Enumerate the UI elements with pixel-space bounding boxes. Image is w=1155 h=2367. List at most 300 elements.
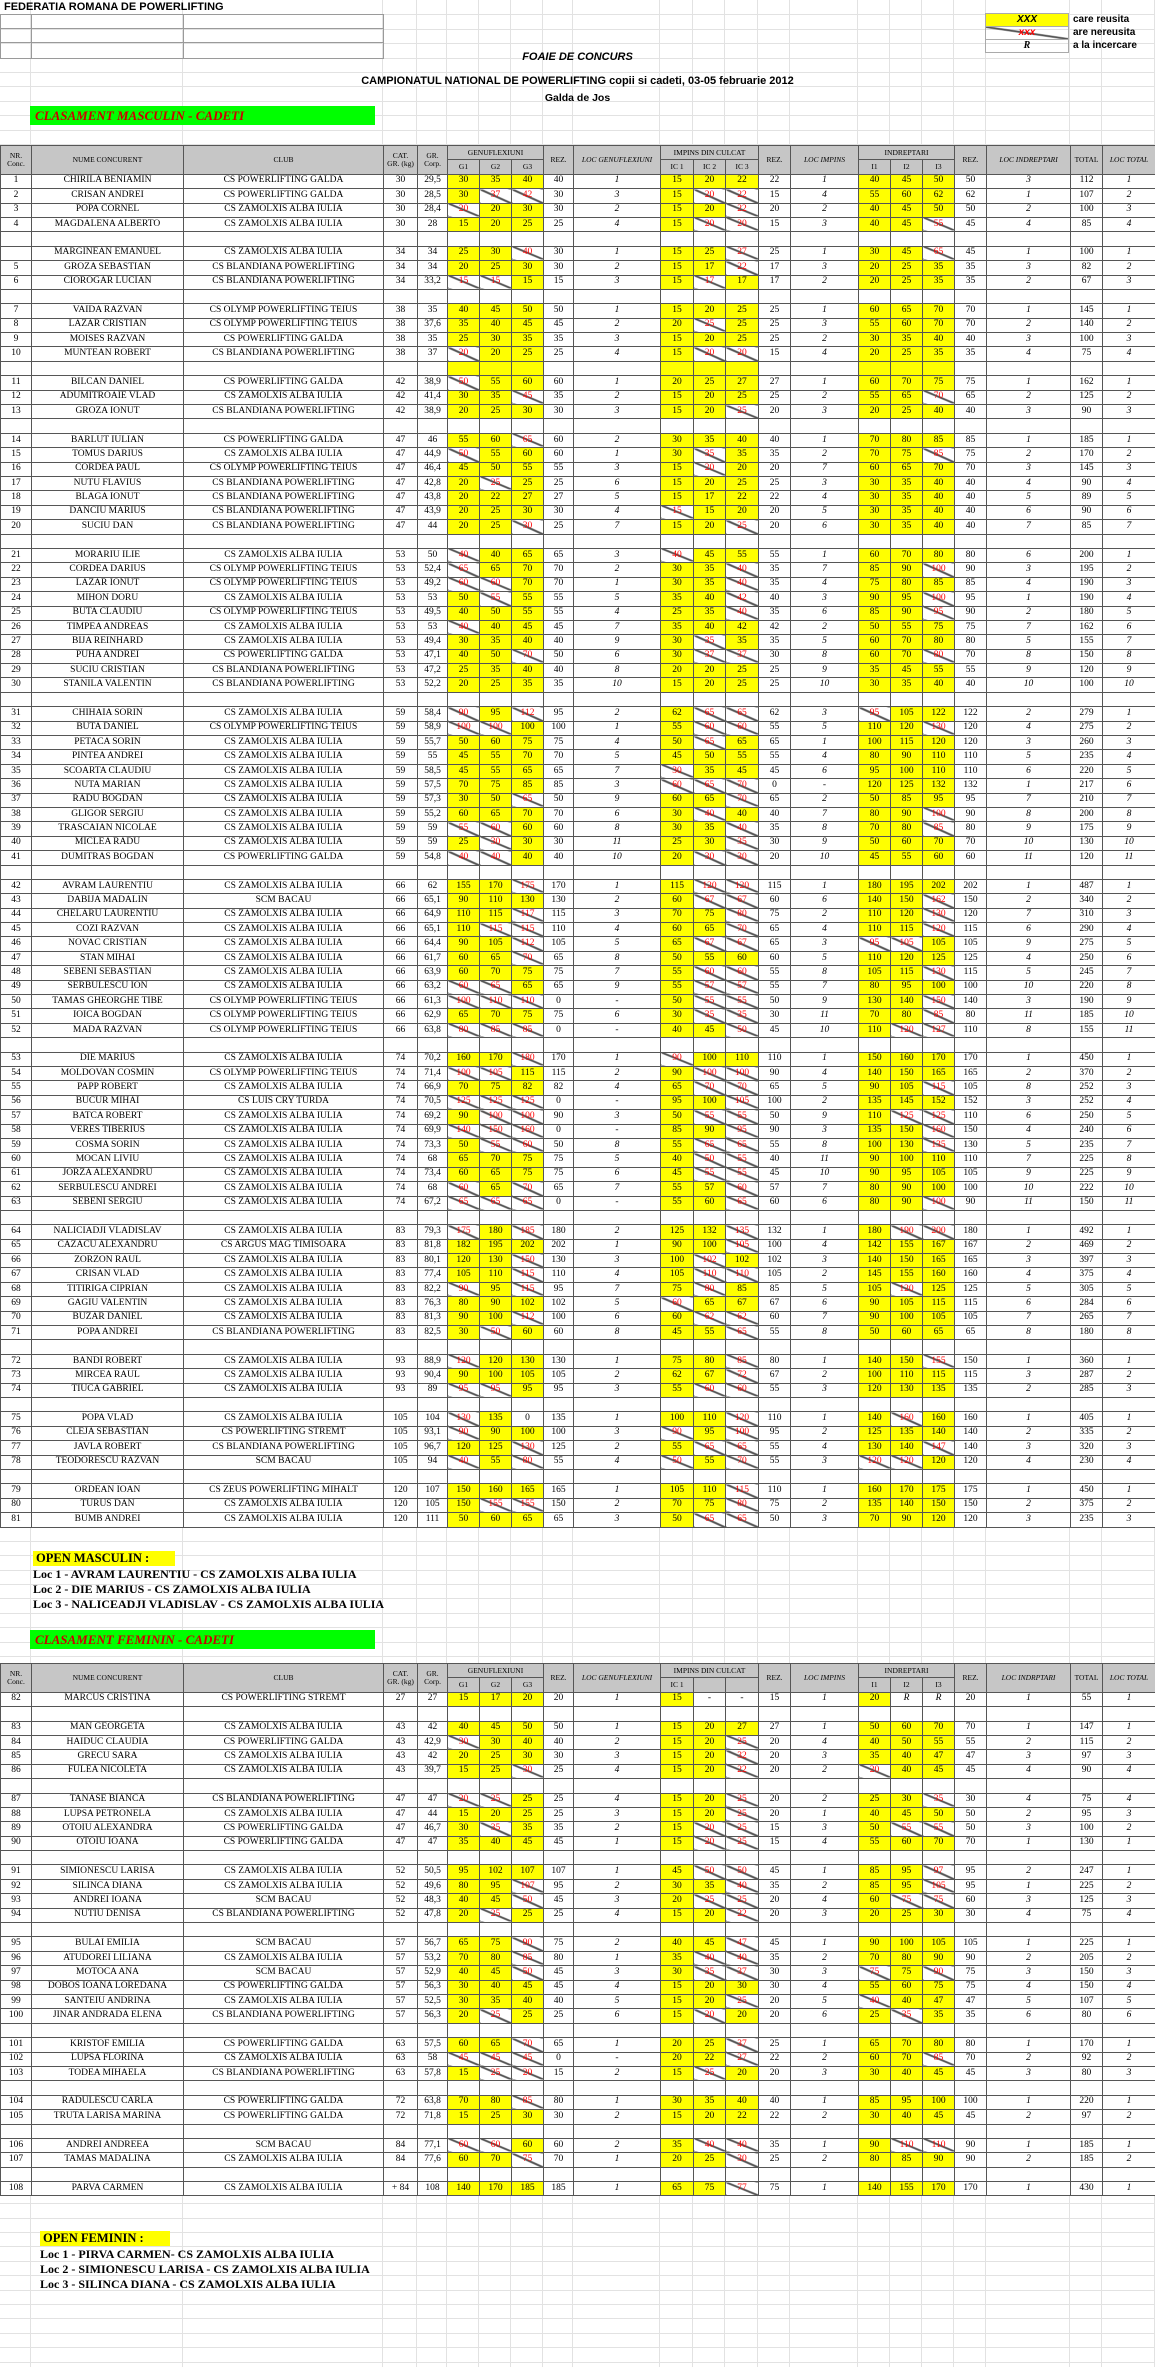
cell-empty: [1071, 1923, 1103, 1937]
cell-empty: [184, 692, 384, 706]
cell-empty: [480, 2081, 512, 2095]
cell-squat-result: 75: [544, 736, 574, 750]
cell-empty: [32, 692, 184, 706]
cell-bench-result: 25: [759, 333, 791, 347]
table-row: [1, 1937, 1155, 1951]
cell-deadlift-attempt: 115: [891, 923, 923, 937]
cell-deadlift-attempt: 120: [891, 908, 923, 922]
cell-bench-attempt: 22: [726, 261, 759, 275]
cell-empty: [726, 534, 759, 548]
cell-squat-result: 25: [544, 347, 574, 361]
cell-bench-attempt: 35: [694, 2095, 726, 2109]
cell-squat-attempt: 65: [512, 1196, 544, 1210]
cell-club: SCM BACAU: [184, 1966, 384, 1980]
cell-empty: [661, 361, 694, 375]
cell-bench-attempt: 50: [726, 1023, 759, 1037]
cell-club: CS POWERLIFTING STREMT: [184, 1692, 384, 1706]
cell-bodyweight: 44: [418, 1807, 448, 1821]
cell-category: 83: [384, 1225, 418, 1239]
cell-deadlift-attempt: 150: [859, 1052, 891, 1066]
cell-category: 38: [384, 304, 418, 318]
cell-total: 155: [1071, 635, 1103, 649]
cell-deadlift-place: 2: [987, 1735, 1071, 1749]
cell-squat-result: 65: [544, 1513, 574, 1527]
cell-deadlift-attempt: 85: [859, 606, 891, 620]
cell-deadlift-attempt: 60: [891, 1326, 923, 1340]
cell-bodyweight: 57,5: [418, 779, 448, 793]
cell-bench-attempt: 50: [694, 1153, 726, 1167]
cell-empty: [661, 1397, 694, 1411]
cell-name: BARLUT IULIAN: [32, 433, 184, 447]
table-row: [1, 2182, 1155, 2196]
cell-deadlift-place: 3: [987, 174, 1071, 188]
cell-empty: [791, 1340, 859, 1354]
cell-bench-attempt: 15: [661, 1692, 694, 1706]
cell-deadlift-place: 1: [987, 1721, 1071, 1735]
cell-squat-attempt: 15: [448, 2110, 480, 2124]
cell-deadlift-place: 3: [987, 995, 1071, 1009]
cell-bench-attempt: 55: [694, 951, 726, 965]
cell-deadlift-attempt: 45: [923, 1764, 955, 1778]
cell-bench-place: 2: [791, 793, 859, 807]
cell-deadlift-attempt: 75: [891, 1966, 923, 1980]
cell-bench-attempt: 30: [661, 433, 694, 447]
cell-deadlift-result: 45: [955, 2066, 987, 2080]
cell-empty: [891, 289, 923, 303]
cell-total-place: 3: [1103, 908, 1155, 922]
cell-deadlift-result: 60: [955, 1894, 987, 1908]
cell-empty: [574, 534, 661, 548]
cell-name: STAN MIHAI: [32, 951, 184, 965]
cell-deadlift-attempt: 35: [891, 2009, 923, 2023]
table-row: [1, 592, 1155, 606]
cell-category: 42: [384, 390, 418, 404]
cell-bench-attempt: 55: [694, 1110, 726, 1124]
cell-empty: [512, 1340, 544, 1354]
cell-empty: [661, 2124, 694, 2138]
cell-bench-attempt: 55: [661, 980, 694, 994]
cell-deadlift-result: 105: [955, 1311, 987, 1325]
cell-empty: [32, 2081, 184, 2095]
cell-nr: 13: [1, 405, 32, 419]
cell-total: 125: [1071, 1894, 1103, 1908]
cell-bench-place: 2: [791, 2153, 859, 2167]
cell-empty: [987, 1210, 1071, 1224]
cell-empty: [661, 1851, 694, 1865]
cell-deadlift-place: 2: [987, 448, 1071, 462]
cell-deadlift-attempt: 105: [891, 1297, 923, 1311]
cell-bench-result: 95: [759, 1426, 791, 1440]
cell-bench-place: 1: [791, 376, 859, 390]
cell-category: 53: [384, 592, 418, 606]
cell-squat-result: 35: [544, 678, 574, 692]
cell-deadlift-attempt: 50: [859, 1721, 891, 1735]
cell-squat-attempt: 60: [448, 2138, 480, 2152]
cell-nr: 48: [1, 966, 32, 980]
cell-bench-result: 75: [759, 1498, 791, 1512]
cell-squat-attempt: 40: [480, 1836, 512, 1850]
cell-squat-attempt: 50: [480, 1326, 512, 1340]
cell-name: GRECU SARA: [32, 1750, 184, 1764]
cell-empty: [891, 692, 923, 706]
cell-bodyweight: 63,2: [418, 980, 448, 994]
cell-empty: [859, 1340, 891, 1354]
cell-deadlift-attempt: 110: [923, 2138, 955, 2152]
cell-deadlift-attempt: 162: [923, 894, 955, 908]
cell-total-place: 9: [1103, 664, 1155, 678]
cell-nr: 84: [1, 1735, 32, 1749]
cell-squat-place: 1: [574, 879, 661, 893]
cell-bench-attempt: 50: [661, 736, 694, 750]
cell-deadlift-attempt: 140: [859, 1067, 891, 1081]
cell-squat-attempt: 25: [512, 217, 544, 231]
cell-squat-result: 40: [544, 851, 574, 865]
cell-name: ANDREI IOANA: [32, 1894, 184, 1908]
cell-deadlift-place: 5: [987, 966, 1071, 980]
cell-deadlift-attempt: 80: [859, 1196, 891, 1210]
cell-squat-place: 1: [574, 1239, 661, 1253]
cell-bench-attempt: 30: [661, 563, 694, 577]
cell-bench-place: 5: [791, 721, 859, 735]
cell-club: CS ZAMOLXIS ALBA IULIA: [184, 1354, 384, 1368]
cell-squat-attempt: 50: [512, 1894, 544, 1908]
cell-squat-place: 1: [574, 1721, 661, 1735]
cell-squat-attempt: 25: [512, 1908, 544, 1922]
cell-name: BUMB ANDREI: [32, 1513, 184, 1527]
cell-empty: [859, 2081, 891, 2095]
cell-deadlift-attempt: 55: [891, 620, 923, 634]
separator-row: [1, 2023, 1155, 2037]
separator-row: [1, 1851, 1155, 1865]
cell-name: SCOARTA CLAUDIU: [32, 764, 184, 778]
cell-bench-place: 2: [791, 1498, 859, 1512]
cell-total: 107: [1071, 189, 1103, 203]
cell-bench-result: 42: [759, 620, 791, 634]
cell-deadlift-place: 3: [987, 1894, 1071, 1908]
cell-empty: [544, 865, 574, 879]
cell-squat-attempt: 35: [512, 1822, 544, 1836]
col-subheader-bench-attempt: [726, 1678, 759, 1692]
cell-squat-attempt: 25: [512, 2009, 544, 2023]
cell-empty: [955, 865, 987, 879]
cell-total: 150: [1071, 1196, 1103, 1210]
col-header-total-place: LOC TOTAL: [1103, 1664, 1155, 1693]
cell-deadlift-attempt: 40: [923, 405, 955, 419]
table-row: [1, 1167, 1155, 1181]
cell-name: PINTEA ANDREI: [32, 750, 184, 764]
cell-total: 75: [1071, 1793, 1103, 1807]
cell-deadlift-attempt: 110: [923, 750, 955, 764]
cell-name: CRISAN ANDREI: [32, 189, 184, 203]
table-row: [1, 304, 1155, 318]
cell-club: CS OLYMP POWERLIFTING TEIUS: [184, 318, 384, 332]
cell-total-place: 3: [1103, 203, 1155, 217]
cell-squat-attempt: 20: [448, 261, 480, 275]
cell-bench-attempt: 15: [661, 1735, 694, 1749]
cell-bench-attempt: 17: [726, 275, 759, 289]
table-row: [1, 2110, 1155, 2124]
cell-nr: 107: [1, 2153, 32, 2167]
cell-name: MIRCEA RAUL: [32, 1369, 184, 1383]
cell-squat-place: 6: [574, 476, 661, 490]
cell-bench-attempt: 20: [694, 1750, 726, 1764]
cell-club: CS ZAMOLXIS ALBA IULIA: [184, 1721, 384, 1735]
cell-bench-attempt: 110: [694, 1484, 726, 1498]
cell-club: CS ZAMOLXIS ALBA IULIA: [184, 1167, 384, 1181]
cell-deadlift-attempt: 100: [923, 980, 955, 994]
cell-bench-attempt: 75: [694, 2182, 726, 2196]
cell-empty: [1, 1038, 32, 1052]
cell-squat-result: 100: [544, 1426, 574, 1440]
cell-name: JORZA ALEXANDRU: [32, 1167, 184, 1181]
cell-squat-attempt: 15: [448, 217, 480, 231]
table-row: [1, 1426, 1155, 1440]
cell-category: 120: [384, 1513, 418, 1527]
cell-deadlift-attempt: 85: [923, 2052, 955, 2066]
table-row: [1, 347, 1155, 361]
cell-bench-attempt: 40: [694, 1951, 726, 1965]
cell-deadlift-attempt: 20: [859, 1908, 891, 1922]
cell-bench-place: 3: [791, 405, 859, 419]
cell-bench-result: 55: [759, 1441, 791, 1455]
cell-bench-result: 50: [759, 995, 791, 1009]
open-ranking-line: Loc 1 - PIRVA CARMEN- CS ZAMOLXIS ALBA IULIA: [40, 2247, 335, 2261]
cell-squat-attempt: 30: [512, 836, 544, 850]
cell-squat-result: 40: [544, 664, 574, 678]
legend-row-fail: [985, 26, 1137, 39]
cell-bench-attempt: 75: [661, 1354, 694, 1368]
cell-bench-place: 5: [791, 951, 859, 965]
cell-deadlift-attempt: 105: [923, 937, 955, 951]
cell-empty: [791, 361, 859, 375]
cell-bench-attempt: 55: [726, 750, 759, 764]
cell-category: 93: [384, 1383, 418, 1397]
cell-deadlift-attempt: 90: [859, 1937, 891, 1951]
cell-bench-attempt: 15: [661, 1750, 694, 1764]
cell-club: CS BLANDIANA POWERLIFTING: [184, 2066, 384, 2080]
cell-empty: [574, 865, 661, 879]
cell-deadlift-result: 30: [955, 1908, 987, 1922]
cell-empty: [791, 1038, 859, 1052]
cell-squat-attempt: 25: [480, 1793, 512, 1807]
cell-bench-attempt: 110: [694, 1412, 726, 1426]
cell-bench-attempt: 15: [661, 1994, 694, 2008]
cell-squat-attempt: 50: [512, 1721, 544, 1735]
cell-squat-attempt: 20: [448, 405, 480, 419]
cell-empty: [923, 361, 955, 375]
cell-empty: [987, 865, 1071, 879]
cell-deadlift-result: 115: [955, 1369, 987, 1383]
cell-squat-result: 30: [544, 203, 574, 217]
cell-nr: 35: [1, 764, 32, 778]
cell-squat-place: 1: [574, 2095, 661, 2109]
cell-bench-attempt: 20: [694, 405, 726, 419]
cell-empty: [32, 1851, 184, 1865]
cell-squat-place: 5: [574, 491, 661, 505]
cell-bodyweight: 89: [418, 1383, 448, 1397]
open-ranking-line: Loc 2 - SIMIONESCU LARISA - CS ZAMOLXIS ALBA IULIA: [40, 2262, 370, 2276]
cell-bench-place: 1: [791, 2138, 859, 2152]
cell-squat-attempt: 90: [512, 1937, 544, 1951]
cell-bench-attempt: 40: [726, 807, 759, 821]
cell-squat-place: 3: [574, 1966, 661, 1980]
cell-squat-place: 2: [574, 707, 661, 721]
cell-nr: 77: [1, 1441, 32, 1455]
cell-category: 66: [384, 1023, 418, 1037]
cell-bodyweight: 42: [418, 1721, 448, 1735]
cell-name: SERBULESCU ANDREI: [32, 1182, 184, 1196]
cell-squat-attempt: 60: [480, 577, 512, 591]
cell-bench-attempt: 62: [726, 1311, 759, 1325]
col-header-nr: NR. Conc.: [1, 1664, 32, 1693]
cell-deadlift-attempt: 40: [923, 505, 955, 519]
cell-nr: 12: [1, 390, 32, 404]
cell-deadlift-attempt: 120: [891, 1282, 923, 1296]
cell-bench-attempt: 15: [661, 462, 694, 476]
col-header-club: CLUB: [184, 1664, 384, 1693]
grid-line: [0, 2218, 1155, 2219]
cell-bench-attempt: 132: [694, 1225, 726, 1239]
cell-club: CS BLANDIANA POWERLIFTING: [184, 1793, 384, 1807]
cell-bench-place: 1: [791, 1807, 859, 1821]
cell-empty: [574, 1038, 661, 1052]
cell-deadlift-attempt: 135: [859, 1498, 891, 1512]
cell-empty: [1071, 232, 1103, 246]
cell-squat-attempt: 40: [448, 1966, 480, 1980]
cell-bench-result: 20: [759, 203, 791, 217]
cell-bench-attempt: 95: [661, 1095, 694, 1109]
cell-empty: [726, 1340, 759, 1354]
cell-empty: [512, 534, 544, 548]
cell-bench-attempt: 65: [661, 1081, 694, 1095]
cell-empty: [418, 865, 448, 879]
cell-bench-result: 20: [759, 1908, 791, 1922]
col-header-deadlift-place: LOC INDRPTARI: [987, 1664, 1071, 1693]
cell-nr: 101: [1, 2038, 32, 2052]
cell-empty: [923, 1923, 955, 1937]
cell-empty: [891, 1469, 923, 1483]
cell-bench-place: 3: [791, 476, 859, 490]
legend-success-label: care reusita: [1073, 14, 1130, 25]
cell-squat-place: 2: [574, 894, 661, 908]
cell-empty: [891, 2081, 923, 2095]
cell-squat-attempt: 82: [512, 1081, 544, 1095]
cell-bench-result: 75: [759, 2182, 791, 2196]
cell-empty: [759, 1340, 791, 1354]
cell-squat-attempt: 70: [480, 966, 512, 980]
cell-nr: 108: [1, 2182, 32, 2196]
cell-bodyweight: 47,1: [418, 649, 448, 663]
cell-name: TURUS DAN: [32, 1498, 184, 1512]
cell-total: 275: [1071, 721, 1103, 735]
cell-squat-place: 1: [574, 577, 661, 591]
cell-total: 82: [1071, 261, 1103, 275]
cell-deadlift-place: 9: [987, 937, 1071, 951]
cell-name: TIUCA GABRIEL: [32, 1383, 184, 1397]
table-row: [1, 261, 1155, 275]
cell-category: 74: [384, 1110, 418, 1124]
cell-empty: [480, 1779, 512, 1793]
cell-deadlift-attempt: 25: [891, 405, 923, 419]
table-row: [1, 606, 1155, 620]
cell-name: MICLEA RADU: [32, 836, 184, 850]
cell-club: CS BLANDIANA POWERLIFTING: [184, 520, 384, 534]
cell-squat-result: 35: [544, 1822, 574, 1836]
cell-empty: [480, 1340, 512, 1354]
cell-squat-attempt: 40: [512, 1735, 544, 1749]
col-header-total: TOTAL: [1071, 146, 1103, 175]
cell-bench-attempt: 60: [726, 1182, 759, 1196]
cell-total-place: 1: [1103, 1836, 1155, 1850]
cell-empty: [418, 1038, 448, 1052]
cell-deadlift-result: 40: [955, 476, 987, 490]
cell-squat-attempt: 20: [448, 491, 480, 505]
cell-bench-attempt: 105: [661, 1268, 694, 1282]
cell-deadlift-attempt: 30: [859, 520, 891, 534]
cell-squat-place: 2: [574, 1225, 661, 1239]
cell-deadlift-place: 1: [987, 1692, 1071, 1706]
cell-bench-place: 1: [791, 1225, 859, 1239]
cell-category: 74: [384, 1052, 418, 1066]
cell-squat-attempt: 100: [480, 1110, 512, 1124]
col-header-bench: IMPINS DIN CULCAT: [661, 146, 759, 160]
cell-bench-attempt: 70: [661, 908, 694, 922]
cell-squat-place: 2: [574, 318, 661, 332]
cell-deadlift-attempt: 70: [891, 635, 923, 649]
cell-total-place: 2: [1103, 1822, 1155, 1836]
cell-squat-attempt: 125: [480, 1095, 512, 1109]
cell-squat-attempt: 65: [448, 1153, 480, 1167]
col-header-deadlift: INDREPTARI: [859, 1664, 955, 1678]
cell-squat-attempt: 30: [480, 1735, 512, 1749]
cell-squat-place: 8: [574, 664, 661, 678]
cell-nr: 78: [1, 1455, 32, 1469]
cell-empty: [184, 1707, 384, 1721]
cell-empty: [512, 1397, 544, 1411]
cell-deadlift-attempt: 40: [891, 2110, 923, 2124]
cell-empty: [384, 1397, 418, 1411]
cell-nr: 79: [1, 1484, 32, 1498]
cell-bodyweight: 70,2: [418, 1052, 448, 1066]
cell-deadlift-attempt: 125: [891, 779, 923, 793]
cell-deadlift-result: 50: [955, 174, 987, 188]
cell-deadlift-place: 1: [987, 2182, 1071, 2196]
cell-deadlift-attempt: 45: [891, 664, 923, 678]
cell-deadlift-result: 60: [955, 851, 987, 865]
cell-bodyweight: 39,7: [418, 1764, 448, 1778]
cell-nr: 44: [1, 908, 32, 922]
cell-nr: 96: [1, 1951, 32, 1965]
grid-line: [0, 1656, 1155, 1657]
cell-squat-result: 45: [544, 318, 574, 332]
cell-empty: [923, 2023, 955, 2037]
cell-deadlift-attempt: 100: [923, 2095, 955, 2109]
cell-empty: [891, 865, 923, 879]
cell-total: 245: [1071, 966, 1103, 980]
cell-club: CS ZAMOLXIS ALBA IULIA: [184, 1311, 384, 1325]
cell-empty: [923, 1469, 955, 1483]
cell-deadlift-result: 125: [955, 951, 987, 965]
cell-empty: [448, 1923, 480, 1937]
cell-bench-result: 62: [759, 707, 791, 721]
cell-deadlift-attempt: 160: [923, 1124, 955, 1138]
cell-empty: [1, 361, 32, 375]
cell-squat-attempt: 60: [512, 822, 544, 836]
cell-deadlift-result: 80: [955, 635, 987, 649]
cell-empty: [891, 1038, 923, 1052]
cell-bench-attempt: 25: [726, 476, 759, 490]
cell-deadlift-result: 90: [955, 1951, 987, 1965]
